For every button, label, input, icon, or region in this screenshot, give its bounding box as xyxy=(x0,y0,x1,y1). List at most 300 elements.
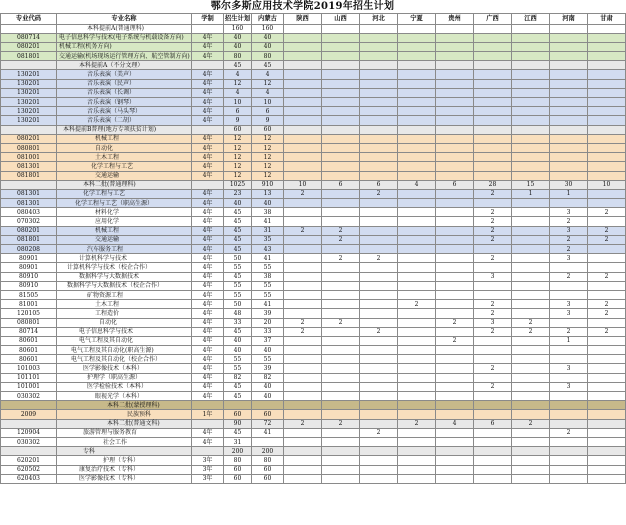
name-cell: 机械工程 xyxy=(57,226,192,235)
gansu-cell xyxy=(588,98,626,107)
neimenggu-cell: 20 xyxy=(252,318,284,327)
gansu-cell xyxy=(588,456,626,465)
table-row xyxy=(1,235,626,244)
table-row xyxy=(1,171,626,180)
guizhou-cell xyxy=(436,392,474,401)
code-cell: 130201 xyxy=(1,116,57,125)
code-cell: 120105 xyxy=(1,309,57,318)
code-cell: 081301 xyxy=(1,189,57,198)
shaanxi-cell xyxy=(284,217,322,226)
name-cell: 电气工程及其自动化（校企合作） xyxy=(57,355,192,364)
henan-cell: 1 xyxy=(550,189,588,198)
guizhou-cell xyxy=(436,300,474,309)
table-row xyxy=(1,373,626,382)
guizhou-cell xyxy=(436,382,474,391)
shaanxi-cell xyxy=(284,428,322,437)
guizhou-cell xyxy=(436,226,474,235)
guangxi-cell xyxy=(474,263,512,272)
plan-cell: 12 xyxy=(224,171,252,180)
hebei-cell xyxy=(360,24,398,33)
shaanxi-cell xyxy=(284,355,322,364)
ningxia-cell xyxy=(398,88,436,97)
guizhou-cell xyxy=(436,98,474,107)
plan-cell: 82 xyxy=(224,373,252,382)
henan-cell: 3 xyxy=(550,208,588,217)
shanxi-cell xyxy=(322,245,360,254)
duration-cell: 4年 xyxy=(192,290,224,299)
guizhou-cell xyxy=(436,52,474,61)
duration-cell: 4年 xyxy=(192,42,224,51)
name-cell: 护理（专科） xyxy=(57,456,192,465)
table-row xyxy=(1,98,626,107)
plan-cell: 4 xyxy=(224,70,252,79)
table-row xyxy=(1,401,626,410)
guangxi-cell: 2 xyxy=(474,309,512,318)
henan-cell: 3 xyxy=(550,300,588,309)
shaanxi-cell xyxy=(284,143,322,152)
name-cell: 交通运输 xyxy=(57,171,192,180)
guangxi-cell xyxy=(474,199,512,208)
duration-cell xyxy=(192,180,224,189)
hebei-cell: 2 xyxy=(360,254,398,263)
guangxi-cell xyxy=(474,24,512,33)
jiangxi-cell xyxy=(512,125,550,134)
table-body xyxy=(1,14,626,484)
hebei-cell xyxy=(360,290,398,299)
guangxi-cell xyxy=(474,281,512,290)
hebei-cell xyxy=(360,456,398,465)
gansu-cell xyxy=(588,33,626,42)
henan-cell xyxy=(550,318,588,327)
jiangxi-cell xyxy=(512,364,550,373)
table-row xyxy=(1,107,626,116)
gansu-cell xyxy=(588,245,626,254)
henan-cell xyxy=(550,263,588,272)
plan-cell: 90 xyxy=(224,419,252,428)
header-cell-jiangxi: 江西 xyxy=(512,14,550,25)
duration-cell: 4年 xyxy=(192,98,224,107)
guizhou-cell xyxy=(436,33,474,42)
ningxia-cell xyxy=(398,116,436,125)
plan-cell: 45 xyxy=(224,392,252,401)
neimenggu-cell: 60 xyxy=(252,125,284,134)
henan-cell: 2 xyxy=(550,235,588,244)
guangxi-cell xyxy=(474,125,512,134)
shaanxi-cell xyxy=(284,336,322,345)
shanxi-cell: 2 xyxy=(322,419,360,428)
plan-cell: 6 xyxy=(224,107,252,116)
shanxi-cell xyxy=(322,208,360,217)
table-row xyxy=(1,382,626,391)
gansu-cell xyxy=(588,373,626,382)
plan-cell xyxy=(224,401,252,410)
shanxi-cell xyxy=(322,474,360,483)
duration-cell: 4年 xyxy=(192,272,224,281)
guizhou-cell xyxy=(436,125,474,134)
guizhou-cell: 6 xyxy=(436,180,474,189)
henan-cell xyxy=(550,281,588,290)
jiangxi-cell xyxy=(512,143,550,152)
ningxia-cell xyxy=(398,33,436,42)
plan-cell: 160 xyxy=(224,24,252,33)
hebei-cell xyxy=(360,309,398,318)
henan-cell: 2 xyxy=(550,327,588,336)
table-row xyxy=(1,290,626,299)
jiangxi-cell xyxy=(512,437,550,446)
guangxi-cell xyxy=(474,52,512,61)
code-cell: 080714 xyxy=(1,33,57,42)
jiangxi-cell xyxy=(512,98,550,107)
henan-cell: 3 xyxy=(550,254,588,263)
code-cell: 80910 xyxy=(1,281,57,290)
plan-cell: 4 xyxy=(224,88,252,97)
duration-cell: 4年 xyxy=(192,171,224,180)
name-cell: 自动化 xyxy=(57,143,192,152)
name-cell: 音乐表演（二胡） xyxy=(57,116,192,125)
shaanxi-cell xyxy=(284,346,322,355)
ningxia-cell xyxy=(398,336,436,345)
duration-cell: 4年 xyxy=(192,254,224,263)
plan-cell: 80 xyxy=(224,52,252,61)
table-row xyxy=(1,346,626,355)
neimenggu-cell: 160 xyxy=(252,24,284,33)
shaanxi-cell: 2 xyxy=(284,419,322,428)
plan-cell: 55 xyxy=(224,281,252,290)
plan-cell: 55 xyxy=(224,263,252,272)
table-row xyxy=(1,226,626,235)
henan-cell: 30 xyxy=(550,180,588,189)
name-cell: 医学影像技术（本科） xyxy=(57,364,192,373)
ningxia-cell xyxy=(398,24,436,33)
guangxi-cell: 2 xyxy=(474,217,512,226)
jiangxi-cell xyxy=(512,392,550,401)
neimenggu-cell: 45 xyxy=(252,61,284,70)
plan-cell: 45 xyxy=(224,61,252,70)
neimenggu-cell: 37 xyxy=(252,336,284,345)
ningxia-cell xyxy=(398,373,436,382)
ningxia-cell xyxy=(398,235,436,244)
neimenggu-cell: 41 xyxy=(252,217,284,226)
duration-cell: 4年 xyxy=(192,327,224,336)
neimenggu-cell: 12 xyxy=(252,171,284,180)
plan-cell: 45 xyxy=(224,245,252,254)
name-cell: 本科提前A（不分文理） xyxy=(57,61,192,70)
gansu-cell: 2 xyxy=(588,309,626,318)
shanxi-cell xyxy=(322,125,360,134)
henan-cell xyxy=(550,98,588,107)
gansu-cell xyxy=(588,318,626,327)
guizhou-cell xyxy=(436,189,474,198)
neimenggu-cell: 31 xyxy=(252,226,284,235)
henan-cell xyxy=(550,88,588,97)
guangxi-cell xyxy=(474,33,512,42)
name-cell: 土木工程 xyxy=(57,300,192,309)
table-row xyxy=(1,447,626,456)
neimenggu-cell: 12 xyxy=(252,134,284,143)
table-row xyxy=(1,153,626,162)
hebei-cell xyxy=(360,355,398,364)
header-cell-henan: 河南 xyxy=(550,14,588,25)
table-row xyxy=(1,355,626,364)
duration-cell: 4年 xyxy=(192,300,224,309)
header-cell-shanxi: 山西 xyxy=(322,14,360,25)
duration-cell: 4年 xyxy=(192,33,224,42)
table-row xyxy=(1,456,626,465)
plan-cell: 55 xyxy=(224,364,252,373)
henan-cell: 2 xyxy=(550,272,588,281)
duration-cell xyxy=(192,447,224,456)
shaanxi-cell xyxy=(284,474,322,483)
ningxia-cell xyxy=(398,290,436,299)
guangxi-cell xyxy=(474,79,512,88)
shaanxi-cell xyxy=(284,116,322,125)
code-cell: 620403 xyxy=(1,474,57,483)
hebei-cell xyxy=(360,382,398,391)
guizhou-cell xyxy=(436,437,474,446)
ningxia-cell xyxy=(398,199,436,208)
shaanxi-cell: 2 xyxy=(284,327,322,336)
guangxi-cell xyxy=(474,428,512,437)
neimenggu-cell: 12 xyxy=(252,162,284,171)
duration-cell: 4年 xyxy=(192,437,224,446)
plan-cell: 45 xyxy=(224,428,252,437)
plan-cell: 40 xyxy=(224,336,252,345)
jiangxi-cell xyxy=(512,208,550,217)
hebei-cell xyxy=(360,336,398,345)
hebei-cell xyxy=(360,199,398,208)
jiangxi-cell xyxy=(512,456,550,465)
gansu-cell xyxy=(588,410,626,419)
gansu-cell xyxy=(588,70,626,79)
code-cell: 620502 xyxy=(1,465,57,474)
code-cell: 080801 xyxy=(1,318,57,327)
hebei-cell xyxy=(360,465,398,474)
ningxia-cell xyxy=(398,226,436,235)
guizhou-cell xyxy=(436,153,474,162)
henan-cell xyxy=(550,171,588,180)
ningxia-cell xyxy=(398,318,436,327)
gansu-cell xyxy=(588,134,626,143)
duration-cell: 4年 xyxy=(192,107,224,116)
guangxi-cell xyxy=(474,401,512,410)
shanxi-cell xyxy=(322,392,360,401)
shaanxi-cell xyxy=(284,263,322,272)
name-cell: 交通运输(机场现场运行管理方向、航空管制方向) xyxy=(57,52,192,61)
guizhou-cell xyxy=(436,245,474,254)
henan-cell xyxy=(550,419,588,428)
gansu-cell xyxy=(588,382,626,391)
duration-cell: 4年 xyxy=(192,309,224,318)
header-cell-major: 专业名称 xyxy=(57,14,192,25)
hebei-cell xyxy=(360,143,398,152)
duration-cell: 1年 xyxy=(192,410,224,419)
jiangxi-cell xyxy=(512,245,550,254)
table-row xyxy=(1,263,626,272)
name-cell: 土木工程 xyxy=(57,153,192,162)
shanxi-cell xyxy=(322,309,360,318)
neimenggu-cell: 13 xyxy=(252,189,284,198)
gansu-cell xyxy=(588,336,626,345)
name-cell: 机械工程(机务方向) xyxy=(57,42,192,51)
duration-cell: 4年 xyxy=(192,199,224,208)
hebei-cell xyxy=(360,263,398,272)
jiangxi-cell xyxy=(512,309,550,318)
duration-cell: 4年 xyxy=(192,226,224,235)
shaanxi-cell xyxy=(284,401,322,410)
duration-cell: 4年 xyxy=(192,281,224,290)
henan-cell xyxy=(550,116,588,125)
duration-cell: 4年 xyxy=(192,217,224,226)
hebei-cell xyxy=(360,79,398,88)
ningxia-cell xyxy=(398,309,436,318)
duration-cell: 4年 xyxy=(192,143,224,152)
henan-cell xyxy=(550,61,588,70)
table-row xyxy=(1,208,626,217)
shaanxi-cell xyxy=(284,70,322,79)
ningxia-cell xyxy=(398,70,436,79)
henan-cell xyxy=(550,401,588,410)
header-cell-hebei: 河北 xyxy=(360,14,398,25)
ningxia-cell xyxy=(398,327,436,336)
hebei-cell xyxy=(360,107,398,116)
duration-cell: 4年 xyxy=(192,79,224,88)
jiangxi-cell xyxy=(512,281,550,290)
plan-cell: 40 xyxy=(224,42,252,51)
guangxi-cell xyxy=(474,162,512,171)
table-row xyxy=(1,143,626,152)
plan-cell: 10 xyxy=(224,98,252,107)
shaanxi-cell xyxy=(284,410,322,419)
code-cell: 080201 xyxy=(1,42,57,51)
hebei-cell xyxy=(360,61,398,70)
shanxi-cell xyxy=(322,382,360,391)
guangxi-cell xyxy=(474,474,512,483)
shaanxi-cell xyxy=(284,153,322,162)
duration-cell: 4年 xyxy=(192,382,224,391)
jiangxi-cell xyxy=(512,235,550,244)
duration-cell: 4年 xyxy=(192,318,224,327)
duration-cell: 4年 xyxy=(192,364,224,373)
ningxia-cell xyxy=(398,107,436,116)
plan-cell: 12 xyxy=(224,79,252,88)
duration-cell: 4年 xyxy=(192,52,224,61)
henan-cell xyxy=(550,33,588,42)
name-cell: 本科二批(普通文科) xyxy=(57,419,192,428)
plan-cell: 45 xyxy=(224,217,252,226)
name-cell: 交通运输 xyxy=(57,235,192,244)
code-cell xyxy=(1,24,57,33)
shaanxi-cell xyxy=(284,245,322,254)
guizhou-cell xyxy=(436,281,474,290)
gansu-cell xyxy=(588,419,626,428)
neimenggu-cell: 80 xyxy=(252,456,284,465)
duration-cell xyxy=(192,61,224,70)
neimenggu-cell: 60 xyxy=(252,474,284,483)
henan-cell xyxy=(550,474,588,483)
plan-cell: 33 xyxy=(224,318,252,327)
gansu-cell xyxy=(588,263,626,272)
guangxi-cell xyxy=(474,290,512,299)
jiangxi-cell xyxy=(512,355,550,364)
shanxi-cell xyxy=(322,116,360,125)
ningxia-cell xyxy=(398,162,436,171)
code-cell: 130201 xyxy=(1,98,57,107)
plan-cell: 40 xyxy=(224,33,252,42)
plan-cell: 50 xyxy=(224,300,252,309)
jiangxi-cell xyxy=(512,116,550,125)
code-cell: 080201 xyxy=(1,134,57,143)
shaanxi-cell xyxy=(284,272,322,281)
guizhou-cell: 2 xyxy=(436,336,474,345)
plan-cell: 12 xyxy=(224,153,252,162)
guizhou-cell xyxy=(436,373,474,382)
guangxi-cell xyxy=(474,373,512,382)
guangxi-cell: 2 xyxy=(474,327,512,336)
ningxia-cell xyxy=(398,428,436,437)
guizhou-cell xyxy=(436,208,474,217)
name-cell: 眼视光学（本科） xyxy=(57,392,192,401)
duration-cell: 4年 xyxy=(192,116,224,125)
guizhou-cell xyxy=(436,272,474,281)
shanxi-cell: 2 xyxy=(322,254,360,263)
guizhou-cell xyxy=(436,199,474,208)
plan-cell: 80 xyxy=(224,456,252,465)
henan-cell xyxy=(550,346,588,355)
plan-cell: 200 xyxy=(224,447,252,456)
jiangxi-cell xyxy=(512,465,550,474)
gansu-cell xyxy=(588,447,626,456)
name-cell: 旅游管理与服务教育 xyxy=(57,428,192,437)
jiangxi-cell: 15 xyxy=(512,180,550,189)
jiangxi-cell: 2 xyxy=(512,419,550,428)
shanxi-cell xyxy=(322,437,360,446)
table-row xyxy=(1,79,626,88)
table-row xyxy=(1,24,626,33)
gansu-cell: 2 xyxy=(588,300,626,309)
code-cell: 101101 xyxy=(1,373,57,382)
duration-cell xyxy=(192,24,224,33)
neimenggu-cell: 80 xyxy=(252,52,284,61)
ningxia-cell xyxy=(398,61,436,70)
shanxi-cell xyxy=(322,61,360,70)
code-cell: 130201 xyxy=(1,107,57,116)
neimenggu-cell: 55 xyxy=(252,355,284,364)
gansu-cell xyxy=(588,79,626,88)
guangxi-cell xyxy=(474,88,512,97)
hebei-cell: 2 xyxy=(360,428,398,437)
guizhou-cell xyxy=(436,171,474,180)
table-row xyxy=(1,309,626,318)
code-cell xyxy=(1,401,57,410)
plan-cell: 45 xyxy=(224,327,252,336)
guizhou-cell xyxy=(436,162,474,171)
jiangxi-cell: 2 xyxy=(512,318,550,327)
guangxi-cell xyxy=(474,153,512,162)
henan-cell xyxy=(550,199,588,208)
gansu-cell xyxy=(588,116,626,125)
henan-cell xyxy=(550,52,588,61)
jiangxi-cell xyxy=(512,254,550,263)
header-cell-neimenggu: 内蒙古 xyxy=(252,14,284,25)
name-cell: 数据科学与大数据技术 xyxy=(57,272,192,281)
ningxia-cell xyxy=(398,217,436,226)
duration-cell: 4年 xyxy=(192,153,224,162)
code-cell: 080403 xyxy=(1,208,57,217)
ningxia-cell xyxy=(398,474,436,483)
table-row xyxy=(1,318,626,327)
guizhou-cell xyxy=(436,79,474,88)
ningxia-cell xyxy=(398,245,436,254)
